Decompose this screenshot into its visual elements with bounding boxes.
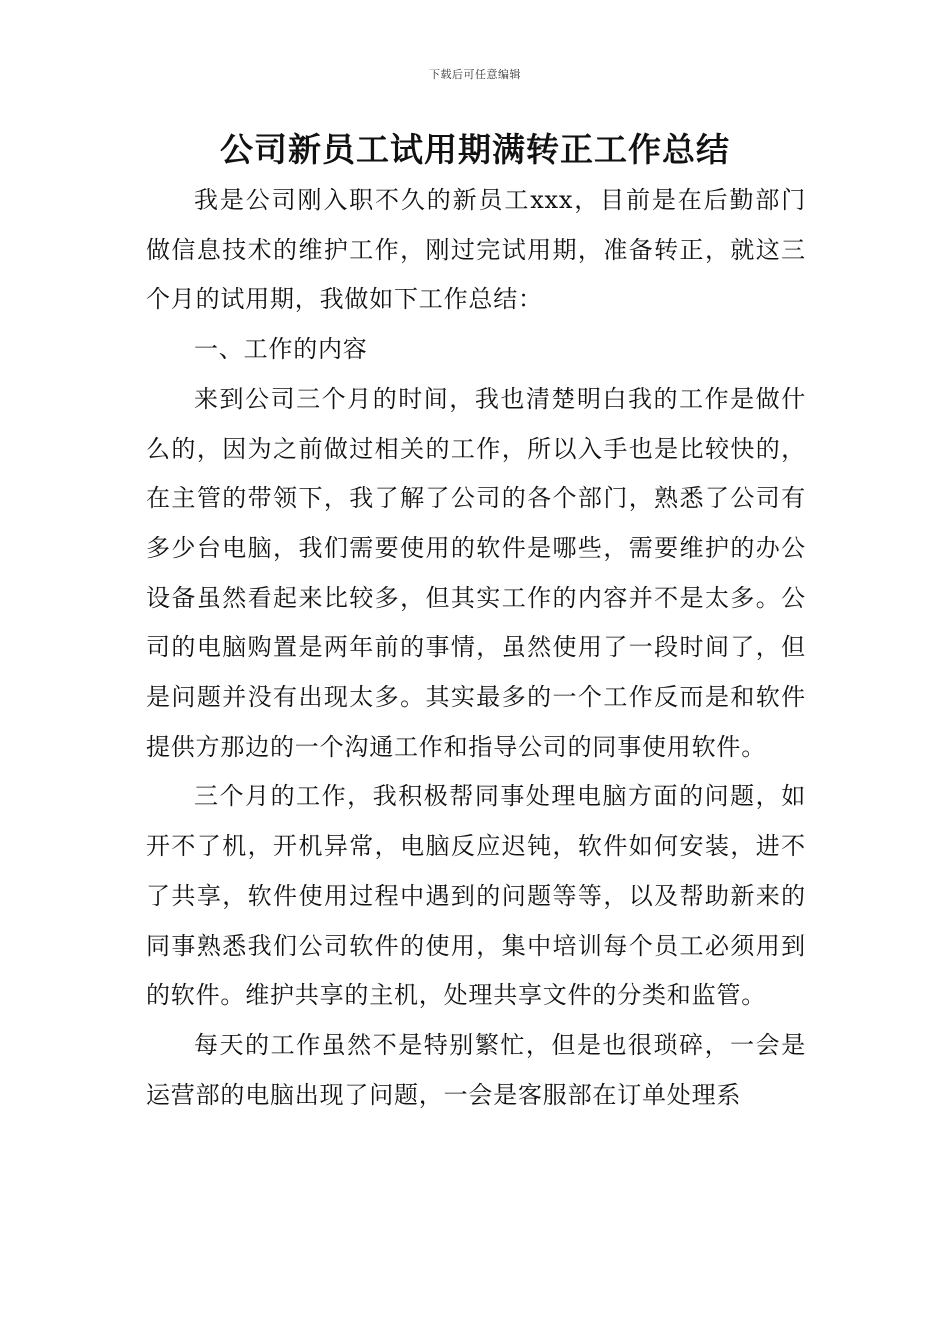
- paragraph-daily-work: 每天的工作虽然不是特别繁忙，但是也很琐碎，一会是运营部的电脑出现了问题，一会是客服部在订单处理系: [146, 1030, 806, 1109]
- header-note: 下载后可任意编辑: [429, 68, 521, 81]
- document-title: 公司新员工试用期满转正工作总结: [220, 130, 730, 169]
- document-body: [146, 176, 806, 1120]
- paragraph-work-content: 来到公司三个月的时间，我也清楚明白我的工作是做什么的，因为之前做过相关的工作，所以入手也是比较快的，在主管的带领下，我了解了公司的各个部门，熟悉了公司有多少台电脑，我们需要使用的软件是哪些，需要维护的办公设备虽然看起来比较多，但其实工作的内容并不是太多。公司的电脑购置是两年前的事情，虽然使用了一段时间了，但是问题并没有出现太多。其实最多的一个工作反而是和软件提供方那边的一个沟通工作和指导公司的同事使用软件。: [146, 384, 806, 761]
- section-heading-work-content: 一、工作的内容: [194, 335, 368, 364]
- paragraph-intro: 我是公司刚入职不久的新员工xxx，目前是在后勤部门做信息技术的维护工作，刚过完试用期，准备转正，就这三个月的试用期，我做如下工作总结：: [146, 186, 806, 314]
- paragraph-three-months: 三个月的工作，我积极帮同事处理电脑方面的问题，如开不了机，开机异常，电脑反应迟钝，软件如何安装，进不了共享，软件使用过程中遇到的问题等等，以及帮助新来的同事熟悉我们公司软件的使用，集中培训每个员工必须用到的软件。维护共享的主机，处理共享文件的分类和监管。: [146, 782, 806, 1010]
